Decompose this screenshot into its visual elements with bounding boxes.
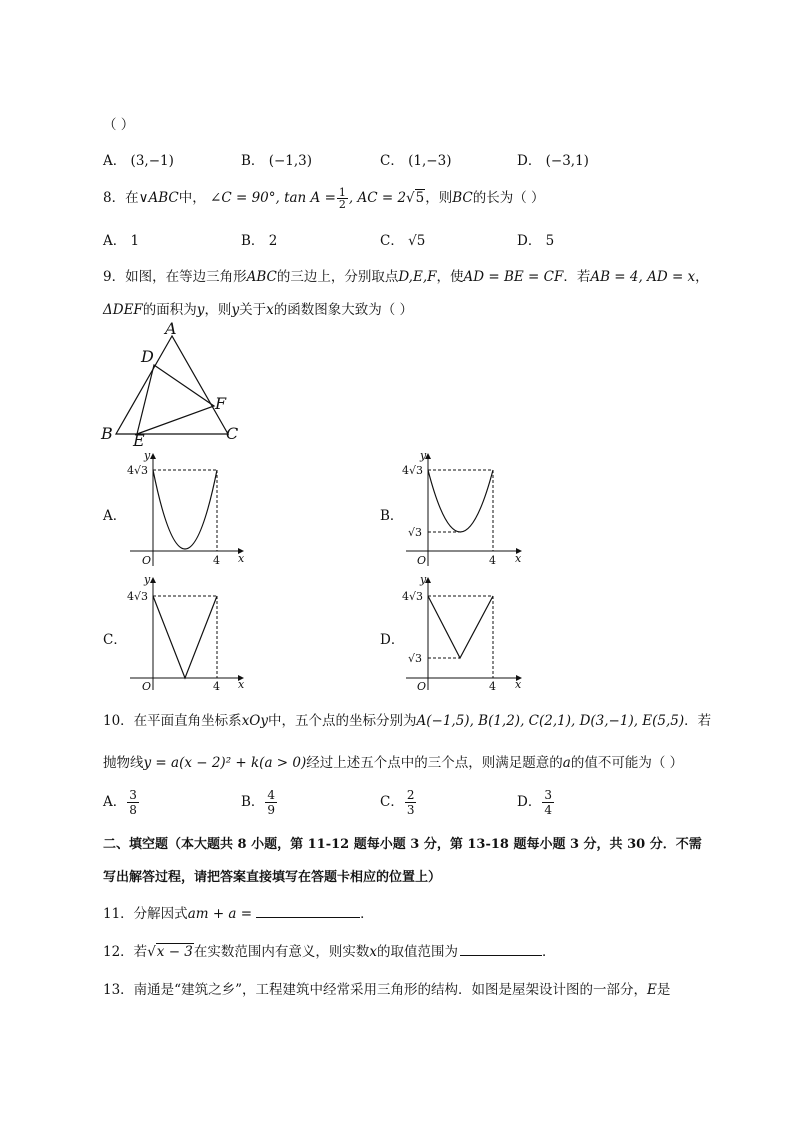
- label-e: E: [133, 431, 145, 448]
- q8-option-a: A． 1: [103, 233, 140, 249]
- q9-stem-line1: 9．如图，在等边三角形ABC的三边上，分别取点D,E,F，使AD = BE = CF．若AB = 4, AD = x，: [103, 269, 709, 285]
- q8-option-d: D． 5: [517, 233, 555, 249]
- svg-text:x: x: [238, 678, 245, 691]
- q8-fraction: $\frac{1}{2}$: [338, 186, 346, 211]
- q9-graph-c: [118, 572, 258, 697]
- svg-text:4: 4: [213, 554, 220, 567]
- q12-answer-blank[interactable]: [460, 943, 542, 956]
- q10-option-d: D． $\frac{3}{4}$: [517, 788, 552, 817]
- svg-text:y: y: [144, 573, 151, 586]
- svg-text:y: y: [144, 449, 151, 462]
- svg-text:x: x: [515, 552, 522, 565]
- q7-option-d: D． (−3,1): [517, 153, 589, 169]
- label-f: F: [215, 394, 227, 413]
- q10-stem-line1: 10．在平面直角坐标系xOy中，五个点的坐标分别为A(−1,5), B(1,2), C(2,1), D(3,−1), E(5,5)．若: [103, 713, 712, 729]
- label-d: D: [141, 347, 154, 366]
- q9-triangle-figure: [95, 318, 255, 448]
- svg-text:O: O: [142, 680, 152, 693]
- svg-text:4√3: 4√3: [127, 590, 149, 603]
- svg-text:O: O: [417, 554, 427, 567]
- triangle-def: [137, 365, 214, 434]
- svg-text:4√3: 4√3: [402, 464, 424, 477]
- q9-stem-line2: ΔDEF的面积为y，则y关于x的函数图象大致为（ ）: [103, 302, 413, 318]
- svg-text:x: x: [515, 678, 522, 691]
- svg-text:y: y: [420, 573, 427, 586]
- q8-stem: 8．在∨ABC中， ∠C = 90°, tan A = $\frac{1}{2}$ , AC = 2√5，则BC的长为（ ）: [103, 186, 545, 211]
- q9-option-c: C．: [103, 632, 127, 648]
- q7-paren: （ ）: [103, 117, 135, 133]
- q8-option-b: B． 2: [241, 233, 278, 249]
- q7-option-b: B． (−1,3): [241, 153, 313, 169]
- q10-option-a: A． $\frac{3}{8}$: [103, 788, 137, 817]
- label-a: A: [165, 319, 177, 338]
- q10-stem-line2: 抛物线y = a(x − 2)² + k(a > 0)经过上述五个点中的三个点，则满足题意的a的值不可能为（ ）: [103, 755, 684, 771]
- svg-text:4: 4: [489, 680, 496, 693]
- q9-graph-d: [396, 572, 536, 697]
- triangle-abc: [116, 336, 228, 434]
- svg-text:4: 4: [213, 680, 220, 693]
- q9-option-d: D．: [380, 632, 405, 648]
- svg-text:O: O: [417, 680, 427, 693]
- q7-option-a: A． (3,−1): [103, 153, 174, 169]
- label-b: B: [101, 424, 113, 443]
- svg-text:O: O: [142, 554, 152, 567]
- section2-heading-line2: 写出解答过程，请把答案直接填写在答题卡相应的位置上）: [103, 870, 442, 885]
- q8-option-c: C． √5: [380, 233, 426, 249]
- svg-text:x: x: [238, 552, 245, 565]
- svg-text:4√3: 4√3: [402, 590, 424, 603]
- svg-text:y: y: [420, 449, 427, 462]
- svg-text:4: 4: [489, 554, 496, 567]
- q11-answer-blank[interactable]: [256, 905, 360, 918]
- q10-option-c: C． $\frac{2}{3}$: [380, 788, 415, 817]
- label-c: C: [226, 424, 239, 443]
- q11-stem: 11．分解因式am + a = ．: [103, 906, 374, 922]
- q9-graph-a: [118, 448, 258, 573]
- q7-option-c: C． (1,−3): [380, 153, 452, 169]
- q9-option-a: A．: [103, 508, 127, 524]
- q13-stem: 13．南通是“建筑之乡”，工程建筑中经常采用三角形的结构．如图是屋架设计图的一部分，E是: [103, 982, 671, 998]
- q10-option-b: B． $\frac{4}{9}$: [241, 788, 276, 817]
- q12-stem: 12．若√x − 3在实数范围内有意义，则实数x的取值范围为 ．: [103, 944, 556, 960]
- svg-text:√3: √3: [408, 652, 423, 665]
- svg-text:4√3: 4√3: [127, 464, 149, 477]
- q9-graph-b: [396, 448, 536, 573]
- svg-text:√3: √3: [408, 526, 423, 539]
- section2-heading-line1: 二、填空题（本大题共 8 小题，第 11-12 题每小题 3 分，第 13-18 题每小题 3 分，共 30 分．不需: [103, 837, 702, 852]
- q9-option-b: B．: [380, 508, 404, 524]
